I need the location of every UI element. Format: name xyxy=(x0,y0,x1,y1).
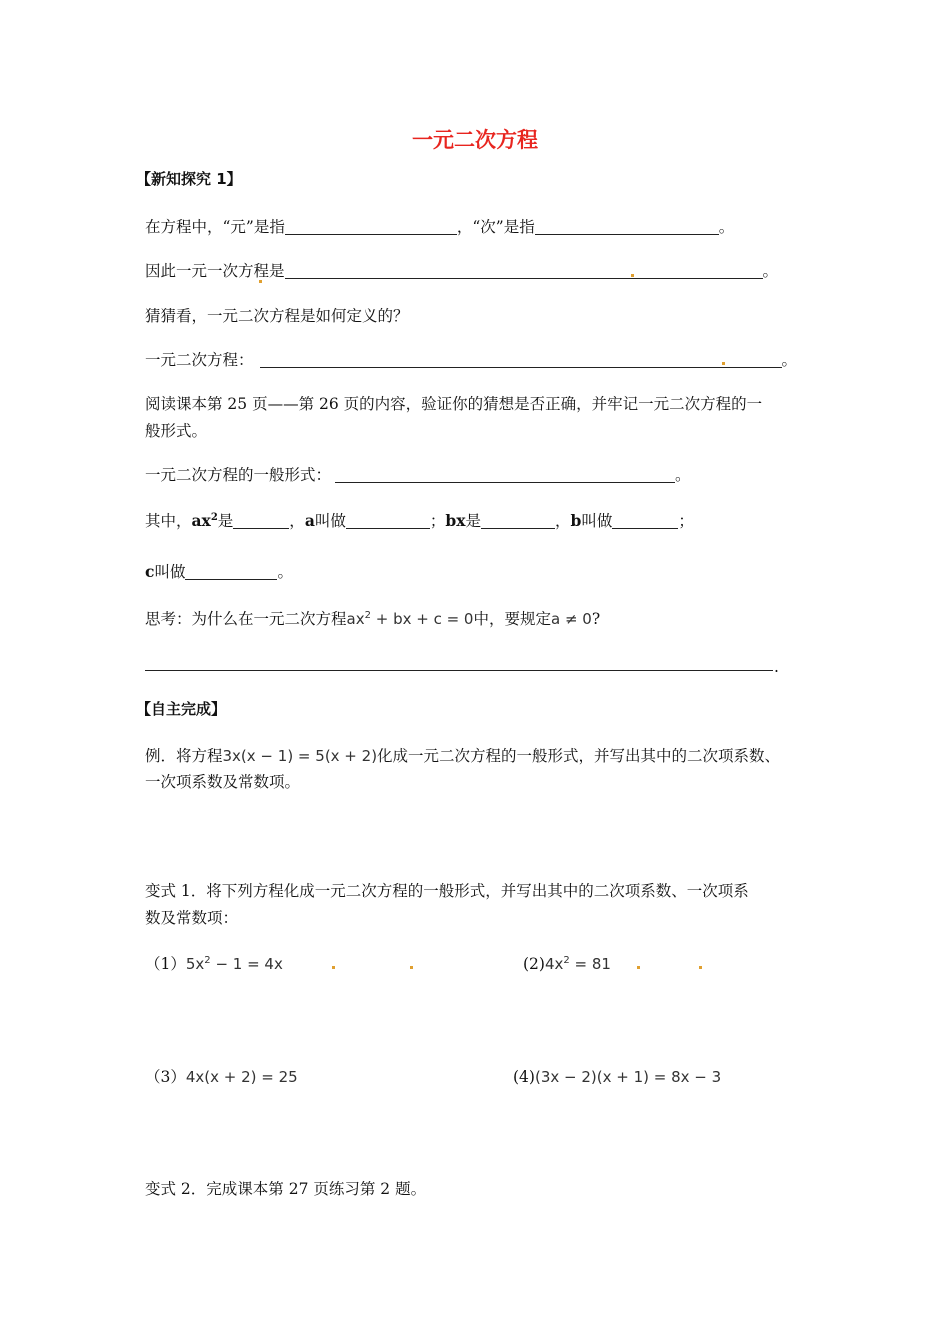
problem-equation: $5x^2 - 1 = 4x$ xyxy=(185,955,283,973)
scan-dot xyxy=(410,966,413,969)
q1-end: 。 xyxy=(718,218,735,236)
answer-blank[interactable] xyxy=(335,467,675,483)
c-end: 。 xyxy=(277,563,293,581)
page-title: 一元二次方程 xyxy=(412,128,538,152)
q4-label: 一元二次方程： xyxy=(145,351,254,369)
answer-line[interactable] xyxy=(145,670,773,671)
example-line1 xyxy=(145,745,780,767)
problem-2 xyxy=(523,953,611,975)
problem-4 xyxy=(513,1066,721,1088)
answer-line-period: . xyxy=(774,658,779,676)
reading-instruction-line2: 般形式。 xyxy=(145,422,208,440)
scan-dot xyxy=(699,966,702,969)
terms-called: 叫做 xyxy=(314,512,346,530)
question-guess: 猜猜看，一元二次方程是如何定义的？ xyxy=(145,307,409,325)
terms-called: 叫做 xyxy=(154,563,186,581)
example-prefix: 例．将方程 xyxy=(145,747,223,765)
q1-text-2: ，“次”是指 xyxy=(456,218,535,236)
scan-dot xyxy=(722,362,725,365)
answer-blank[interactable] xyxy=(233,513,289,529)
question-terms xyxy=(145,510,694,532)
general-form-label: 一元二次方程的一般形式： xyxy=(145,466,332,484)
question-quadratic-definition xyxy=(145,349,797,371)
variant2-line: 变式 2．完成课本第 27 页练习第 2 题。 xyxy=(145,1180,427,1198)
scan-dot xyxy=(637,966,640,969)
term-ax2: $ax^2$ xyxy=(191,511,218,530)
think-prefix: 思考：为什么在一元二次方程 xyxy=(145,610,347,628)
reading-instruction-line1: 阅读课本第 25 页——第 26 页的内容，验证你的猜想是否正确，并牢记一元二次方程的一 xyxy=(145,395,763,413)
problem-number: （3） xyxy=(145,1068,186,1086)
terms-semicolon: ； xyxy=(429,512,446,530)
general-form-end: 。 xyxy=(675,466,691,484)
problem-equation: $4x^2 = 81$ xyxy=(544,955,611,973)
q2-end: 。 xyxy=(762,262,779,280)
term-a: a xyxy=(304,511,315,530)
answer-blank[interactable] xyxy=(185,564,277,580)
answer-blank[interactable] xyxy=(346,513,430,529)
question-general-form xyxy=(145,464,691,486)
q4-end: 。 xyxy=(781,351,798,369)
answer-blank[interactable] xyxy=(285,219,457,235)
think-mid: 中，要规定 xyxy=(473,610,551,628)
q2-text: 因此一元一次方程是 xyxy=(145,262,285,280)
answer-blank[interactable] xyxy=(285,263,763,279)
term-c: c xyxy=(145,562,155,581)
question-think xyxy=(145,608,600,630)
terms-is: 是 xyxy=(465,512,481,530)
terms-comma: ， xyxy=(555,512,571,530)
question-constant xyxy=(145,561,293,583)
problem-equation: (3x − 2)(x + 1) = 8x − 3 xyxy=(534,1068,722,1086)
question-linear-definition xyxy=(145,260,778,282)
answer-blank[interactable] xyxy=(535,219,719,235)
example-suffix: 化成一元二次方程的一般形式，并写出其中的二次项系数、 xyxy=(377,747,781,765)
q1-text-1: 在方程中，“元”是指 xyxy=(145,218,285,236)
problem-3 xyxy=(145,1066,298,1088)
variant1-line2: 数及常数项： xyxy=(145,909,239,927)
variant1-line1: 变式 1．将下列方程化成一元二次方程的一般形式，并写出其中的二次项系数、一次项系 xyxy=(145,882,749,900)
terms-is: 是 xyxy=(217,512,234,530)
think-end: ? xyxy=(591,610,601,628)
think-equation: $ax^2$ + bx + c = 0 xyxy=(346,610,474,628)
problem-number: (4) xyxy=(513,1068,535,1086)
section-heading-self: 【自主完成】 xyxy=(136,700,227,718)
term-bx: bx xyxy=(445,511,466,530)
problem-number: （1） xyxy=(145,955,186,973)
answer-blank[interactable] xyxy=(260,352,782,368)
think-condition: a ≠ 0 xyxy=(551,610,592,628)
section-heading-explore: 【新知探究 1】 xyxy=(136,170,242,188)
terms-called: 叫做 xyxy=(581,512,613,530)
example-equation: 3x(x − 1) = 5(x + 2) xyxy=(222,747,378,765)
example-line2: 一次项系数及常数项。 xyxy=(145,773,301,791)
problem-equation: 4x(x + 2) = 25 xyxy=(185,1068,298,1086)
terms-comma: ， xyxy=(289,512,305,530)
problem-1 xyxy=(145,953,283,975)
answer-blank[interactable] xyxy=(481,513,555,529)
terms-semicolon: ； xyxy=(678,512,694,530)
question-yuan-ci xyxy=(145,216,734,238)
scan-dot xyxy=(259,280,262,283)
scan-dot xyxy=(631,274,634,277)
problem-number: (2) xyxy=(523,955,545,973)
term-b: b xyxy=(570,511,582,530)
scan-dot xyxy=(332,966,335,969)
terms-prefix: 其中， xyxy=(145,512,192,530)
answer-blank[interactable] xyxy=(612,513,678,529)
